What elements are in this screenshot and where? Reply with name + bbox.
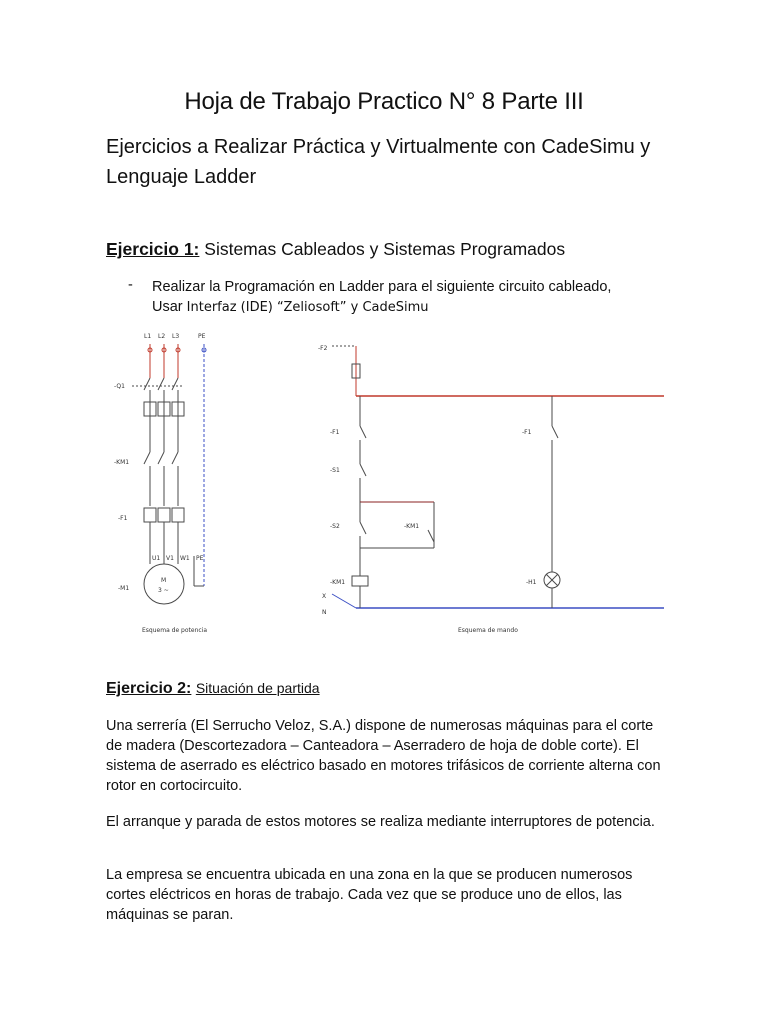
power-label-m1: -M1: [118, 585, 130, 592]
paragraph-3: La empresa se encuentra ubicada en una zona en la que se producen numerosos cortes eléctricos en horas de trabajo. Cada vez que se produce uno de ellos, las máquinas se paran.: [106, 867, 633, 923]
power-label-f1: -F1: [118, 515, 128, 522]
control-scheme: [332, 346, 664, 608]
paragraph-2: El arranque y parada de estos motores se realiza mediante interruptores de potencia.: [106, 814, 655, 830]
wiring-diagram: [112, 326, 672, 638]
exercise-1-instruction: [152, 277, 692, 318]
power-label-l2: L2: [158, 333, 166, 340]
page-subtitle: Ejercicios a Realizar Práctica y Virtualmente con CadeSimu y Lenguaje Ladder: [106, 136, 651, 188]
exercise-1-heading: [106, 239, 565, 260]
instruction-usar: Usar: [152, 299, 183, 315]
motor-label-m: M: [161, 577, 167, 584]
page-title: Hoja de Trabajo Practico N° 8 Parte III: [184, 88, 584, 115]
power-label-u1: U1: [152, 555, 161, 562]
control-label-n: N: [322, 609, 327, 616]
power-label-pe2: PE: [196, 555, 204, 562]
motor-label-3ph: 3 ~: [158, 587, 169, 594]
exercise-2-label: Ejercicio 2:: [106, 680, 192, 697]
control-label-km1-coil: -KM1: [330, 579, 346, 586]
instruction-line-2: [152, 297, 692, 318]
power-label-l1: L1: [144, 333, 152, 340]
control-label-s1: -S1: [330, 467, 340, 474]
power-scheme: [132, 344, 206, 604]
control-label-s2: -S2: [330, 523, 340, 530]
power-label-q1: -Q1: [114, 383, 125, 390]
exercise-1-title: Sistemas Cableados y Sistemas Programados: [204, 239, 566, 259]
power-caption: Esquema de potencia: [142, 627, 208, 634]
power-label-v1: V1: [166, 555, 174, 562]
paragraph-1: Una serrería (El Serrucho Veloz, S.A.) dispone de numerosas máquinas para el corte de madera (Descortezadora – Canteadora – Aserradero de hoja de doble corte). El sistema de aserrado es eléctrico basado en motores trifásicos de corriente alterna con rotor en cortocircuito.: [106, 718, 661, 794]
instruction-tools: Interfaz (IDE) “Zeliosoft” y CadeSimu: [186, 300, 429, 315]
exercise-1-label: Ejercicio 1:: [106, 239, 200, 259]
exercise-2-heading: [106, 680, 320, 698]
control-label-f1: -F1: [330, 429, 340, 436]
control-label-x: X: [322, 593, 327, 600]
control-caption: Esquema de mando: [458, 627, 518, 634]
control-label-f1-right: -F1: [522, 429, 532, 436]
instruction-line-1: Realizar la Programación en Ladder para el siguiente circuito cableado,: [152, 279, 612, 295]
control-label-f2: -F2: [318, 345, 328, 352]
power-label-km1: -KM1: [114, 459, 130, 466]
power-label-l3: L3: [172, 333, 180, 340]
control-label-km1-contact: -KM1: [404, 523, 420, 530]
bullet-dash: -: [128, 277, 133, 293]
exercise-2-title: Situación de partida: [195, 680, 320, 696]
power-label-pe: PE: [198, 333, 206, 340]
control-label-h1: -H1: [526, 579, 537, 586]
power-label-w1: W1: [180, 555, 190, 562]
